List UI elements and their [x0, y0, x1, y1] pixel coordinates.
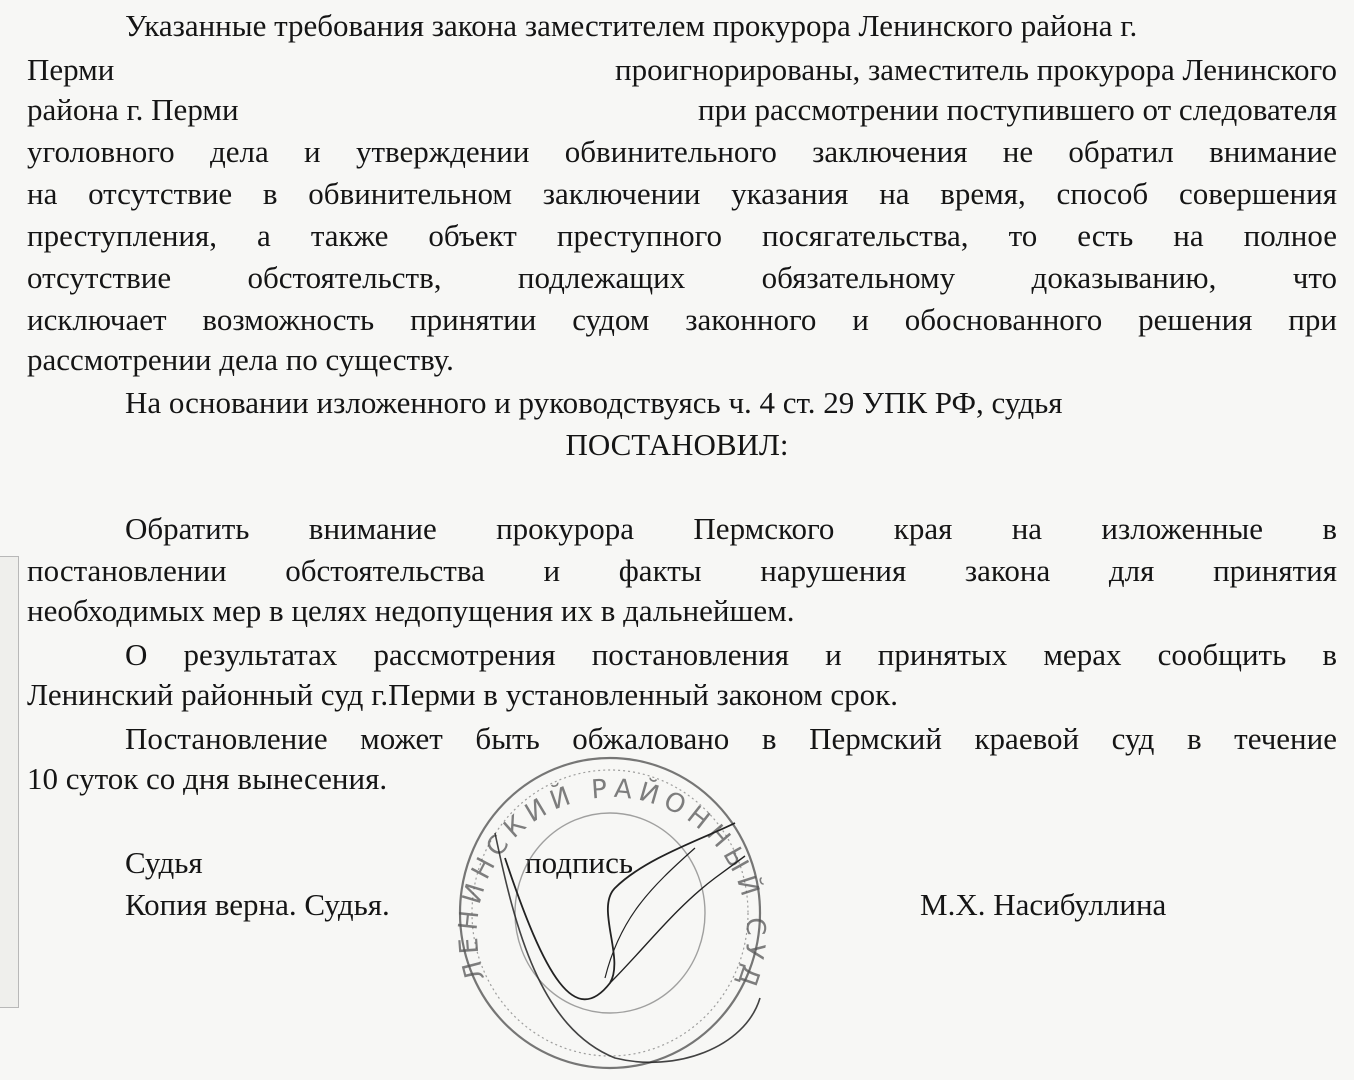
judge-label: Судья [125, 845, 203, 880]
paragraph5-line2: 10 суток со дня вынесения. [27, 761, 388, 796]
paragraph3-line3: необходимых мер в целях недопущения их в дальнейшем. [27, 593, 795, 628]
seal-text: ЛЕНИНСКИЙ РАЙОННЫЙ СУД [453, 773, 771, 996]
paragraph4-line1: О результатах рассмотрения постановления и принятых мерах сообщить в [125, 637, 1337, 672]
copy-certified-label: Копия верна. Судья. [125, 887, 390, 922]
paragraph5-line1: Постановление может быть обжаловано в Пермский краевой суд в течение [125, 721, 1337, 756]
paragraph3-line1: Обратить внимание прокурора Пермского края на изложенные в [125, 511, 1337, 546]
paragraph1-line2-start: Перми [27, 52, 115, 87]
paragraph1-line2-end: проигнорированы, заместитель прокурора Ленинского [615, 52, 1337, 87]
left-margin-strip [0, 556, 19, 1008]
paragraph2: На основании изложенного и руководствуясь ч. 4 ст. 29 УПК РФ, судья [125, 385, 1063, 420]
paragraph1-line6: преступления, а также объект преступного посягательства, то есть на полное [27, 218, 1337, 253]
paragraph1-line7: отсутствие обстоятельств, подлежащих обязательному доказыванию, что [27, 260, 1337, 295]
court-seal-stamp [445, 728, 775, 1073]
paragraph3-line2: постановлении обстоятельства и факты нарушения закона для принятия [27, 553, 1337, 588]
paragraph1-line4: уголовного дела и утверждении обвинительного заключения не обратил внимание [27, 134, 1337, 169]
signature-label: подпись [525, 845, 634, 880]
paragraph1-line8: исключает возможность принятии судом законного и обоснованного решения при [27, 302, 1337, 337]
paragraph1-line3-end: при рассмотрении поступившего от следователя [698, 92, 1337, 127]
paragraph4-line2: Ленинский районный суд г.Перми в установленный законом срок. [27, 677, 898, 712]
decision-heading: ПОСТАНОВИЛ: [565, 427, 789, 462]
paragraph1-line9: рассмотрении дела по существу. [27, 342, 454, 377]
paragraph1-line1: Указанные требования закона заместителем прокурора Ленинского района г. [125, 8, 1138, 43]
paragraph1-line5: на отсутствие в обвинительном заключении указания на время, способ совершения [27, 176, 1337, 211]
paragraph1-line3-start: района г. Перми [27, 92, 239, 127]
judge-name: М.Х. Насибуллина [920, 887, 1167, 922]
